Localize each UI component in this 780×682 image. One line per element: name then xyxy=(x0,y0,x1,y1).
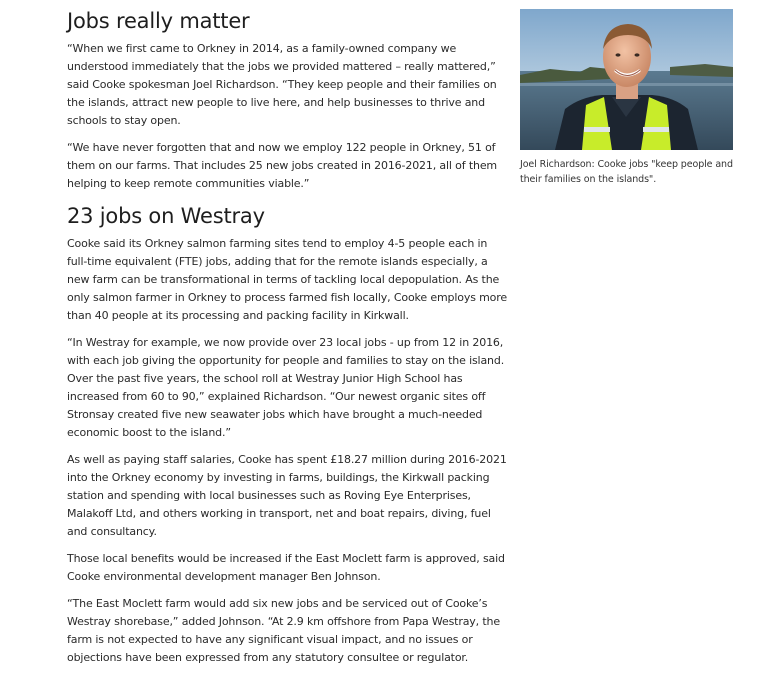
paragraph: “The East Moclett farm would add six new jobs and be serviced out of Cooke’s Westray shorebase,” added Johnson. “At 2.9 km offshore from Papa Westray, the farm is not expected to have any significant visual impact, and no issues or objections have been expressed from any statutory consultee or regulator. xyxy=(67,597,500,664)
paragraph: “In Westray for example, we now provide over 23 local jobs - up from 12 in 2016, with each job giving the opportunity for people and families to stay on the island. Over the past five years, the school roll at Westray Junior High School has increased from 60 to 90,” explained Richardson. “Our newest organic sites off Stronsay created five new seawater jobs which have brought a much-needed economic boost to the island.” xyxy=(67,336,505,439)
photo-caption: Joel Richardson: Cooke jobs "keep people and their families on the islands". xyxy=(520,159,733,185)
section-heading-westray: 23 jobs on Westray xyxy=(67,204,265,228)
photo-figure xyxy=(520,9,734,187)
paragraph: “When we first came to Orkney in 2014, as a family-owned company we understood immediately that the jobs we provided mattered – really mattered,” said Cooke spokesman Joel Richardson. “They keep people and their families on the islands, attract new people to live here, and help businesses to thrive and schools to stay open. xyxy=(67,42,497,127)
spokesman-photo xyxy=(520,9,733,150)
paragraph: As well as paying staff salaries, Cooke has spent £18.27 million during 2016-2021 into the Orkney economy by investing in farms, buildings, the Kirkwall packing station and spending with local businesses such as Roving Eye Enterprises, Malakoff Ltd, and others working in transport, net and boat repairs, diving, fuel and consultancy. xyxy=(67,453,507,538)
section-heading-jobs: Jobs really matter xyxy=(67,9,250,33)
article-body xyxy=(67,8,507,676)
paragraph: “We have never forgotten that and now we employ 122 people in Orkney, 51 of them on our farms. That includes 25 new jobs created in 2016-2021, all of them helping to keep remote communities viable.” xyxy=(67,141,497,190)
paragraph: Those local benefits would be increased if the East Moclett farm is approved, said Cooke environmental development manager Ben Johnson. xyxy=(67,552,505,583)
paragraph: Cooke said its Orkney salmon farming sites tend to employ 4-5 people each in full-time equivalent (FTE) jobs, adding that for the remote islands especially, a new farm can be transformational in terms of tackling local depopulation. As the only salmon farmer in Orkney to process farmed fish locally, Cooke employs more than 40 people at its processing and packing facility in Kirkwall. xyxy=(67,237,508,322)
